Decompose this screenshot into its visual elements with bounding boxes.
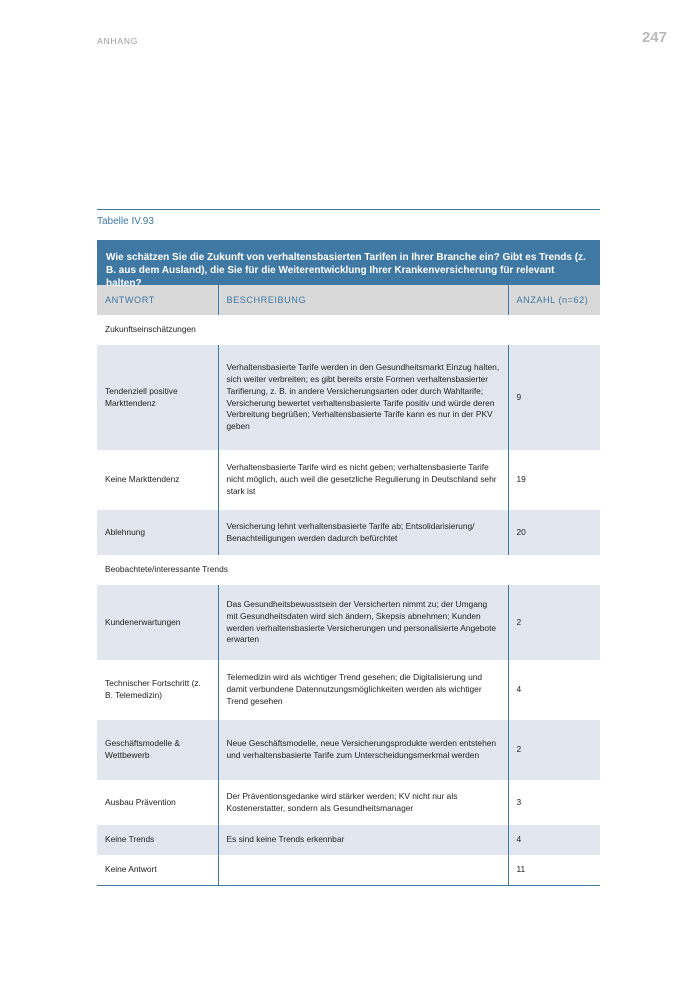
running-head: ANHANG xyxy=(97,36,139,46)
table-row xyxy=(97,720,600,780)
table-row xyxy=(97,780,600,825)
description-cell: Das Gesundheitsbewusstsein der Versicherten nimmt zu; der Umgang mit Gesundheitsdaten wird sich ändern, Skepsis abnehmen; Kunden werden verhaltensbasierte Versicherungen und personalisierte Angebote erwarten xyxy=(218,585,508,660)
description-cell: Telemedizin wird als wichtiger Trend gesehen; die Digitalisierung und damit verbundene Datennutzungsmöglichkeiten werden als wichtiger Trend gesehen xyxy=(218,660,508,720)
description-cell: Es sind keine Trends erkennbar xyxy=(218,825,508,855)
table-container xyxy=(97,209,600,886)
section-row xyxy=(97,315,600,345)
answer-cell: Keine Antwort xyxy=(97,855,218,885)
description-cell xyxy=(218,855,508,885)
table-row xyxy=(97,510,600,555)
table-question: Wie schätzen Sie die Zukunft von verhaltensbasierten Tarifen in Ihrer Branche ein? Gibt es Trends (z. B. aus dem Ausland), die Sie für die Weiterentwicklung Ihrer Krankenversicherung für relevant halten? xyxy=(97,240,600,285)
table-top-rule xyxy=(97,209,600,210)
description-cell: Neue Geschäftsmodelle, neue Versicherungsprodukte werden entstehen und verhaltensbasierte Tarife zum Unterscheidungsmerkmal werden xyxy=(218,720,508,780)
table-header-row xyxy=(97,285,600,315)
table-row xyxy=(97,585,600,660)
count-cell: 4 xyxy=(508,660,600,720)
column-header-description: BESCHREIBUNG xyxy=(218,285,508,315)
answer-cell: Keine Trends xyxy=(97,825,218,855)
description-cell: Verhaltensbasierte Tarife werden in den Gesundheitsmarkt Einzug halten, sich weiter verbreiten; es gibt bereits erste Formen verhaltensbasierter Tarifierung, z. B. in andere Versicherungsarten oder durch Wahltarife; Versicherung bewertet verhaltensbasierte Tarife positiv und würde deren Verbreitung begrüßen; Verhaltensbasierte Tarife kann es nur in der PKV geben xyxy=(218,345,508,450)
count-cell: 9 xyxy=(508,345,600,450)
table-row xyxy=(97,660,600,720)
description-cell: Der Präventionsgedanke wird stärker werden; KV nicht nur als Kostenerstatter, sondern als Gesundheitsmanager xyxy=(218,780,508,825)
count-cell: 11 xyxy=(508,855,600,885)
count-cell: 2 xyxy=(508,585,600,660)
answer-cell: Geschäftsmodelle & Wettbewerb xyxy=(97,720,218,780)
answer-cell: Keine Markttendenz xyxy=(105,474,180,485)
answer-cell: Ausbau Prävention xyxy=(105,796,176,807)
answer-cell: Kundenerwartungen xyxy=(97,585,218,660)
count-cell: 2 xyxy=(508,720,600,780)
answer-cell: Ablehnung xyxy=(97,510,218,555)
table-row xyxy=(97,855,600,885)
column-header-answer: ANTWORT xyxy=(97,285,218,315)
count-cell: 4 xyxy=(508,825,600,855)
answer-cell: Technischer Fortschritt (z. B. Telemedizin) xyxy=(105,678,201,700)
page-number: 247 xyxy=(641,29,667,46)
description-cell: Verhaltensbasierte Tarife wird es nicht geben; verhaltensbasierte Tarife nicht möglich, auch weil die gesetzliche Regulierung in Deutschland sehr stark ist xyxy=(218,450,508,510)
results-table xyxy=(97,285,600,886)
description-cell: Versicherung lehnt verhaltensbasierte Tarife ab; Entsolidarisierung/ Benachteiligungen werden dadurch befürchtet xyxy=(218,510,508,555)
count-cell: 20 xyxy=(508,510,600,555)
section-row xyxy=(97,555,600,585)
table-caption: Tabelle IV.93 xyxy=(97,216,154,227)
table-row xyxy=(97,345,600,450)
answer-cell: Tendenziell positive Markttendenz xyxy=(97,345,218,450)
column-header-count: ANZAHL (n=62) xyxy=(508,285,600,315)
section-label: Zukunftseinschätzungen xyxy=(97,315,600,345)
count-cell: 19 xyxy=(508,450,600,510)
table-row xyxy=(97,825,600,855)
table-row xyxy=(97,450,600,510)
section-label: Beobachtete/interessante Trends xyxy=(97,555,600,585)
count-cell: 3 xyxy=(508,780,600,825)
